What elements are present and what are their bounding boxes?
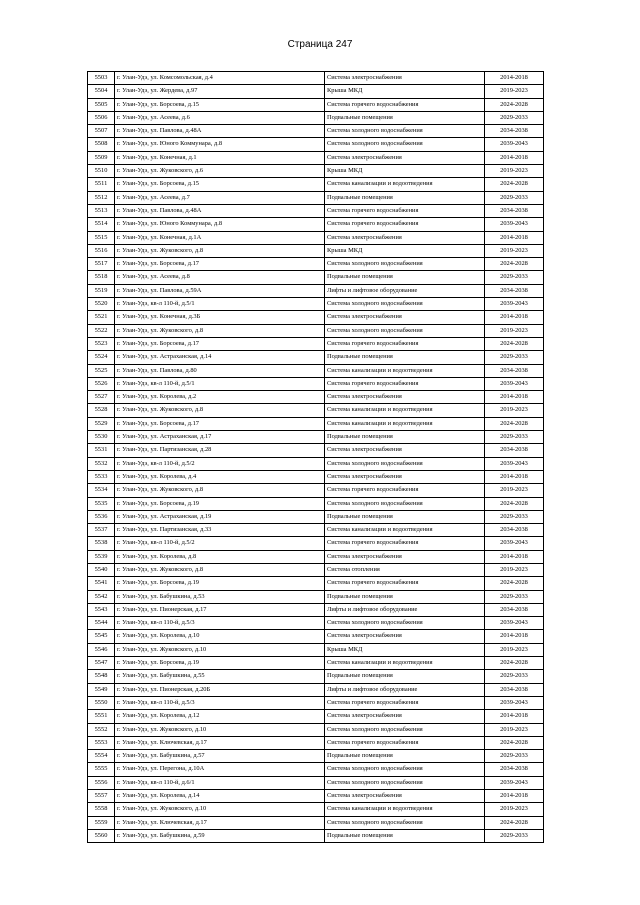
- table-row: [88, 218, 544, 231]
- period-cell: 2039-2043: [485, 377, 544, 390]
- row-number-cell: 5523: [88, 337, 115, 350]
- address-cell: г. Улан-Удэ, ул. Партизанская, д.33: [115, 524, 325, 537]
- system-cell: Система холодного водоснабжения: [325, 125, 485, 138]
- row-number-cell: 5519: [88, 284, 115, 297]
- address-cell: г. Улан-Удэ, ул. Жуковского, д.6: [115, 165, 325, 178]
- row-number-cell: 5551: [88, 710, 115, 723]
- address-cell: г. Улан-Удэ, кв-л 110-й, д.5/1: [115, 377, 325, 390]
- system-cell: Подвальные помещения: [325, 271, 485, 284]
- address-cell: г. Улан-Удэ, ул. Комсомольская, д.4: [115, 72, 325, 85]
- system-cell: Система канализации и водоотведения: [325, 657, 485, 670]
- period-cell: 2019-2023: [485, 643, 544, 656]
- table-row: [88, 298, 544, 311]
- address-cell: г. Улан-Удэ, ул. Бабушкина, д.59: [115, 829, 325, 842]
- row-number-cell: 5505: [88, 98, 115, 111]
- table-row: [88, 590, 544, 603]
- system-cell: Система горячего водоснабжения: [325, 736, 485, 749]
- address-cell: г. Улан-Удэ, ул. Бабушкина, д.55: [115, 670, 325, 683]
- row-number-cell: 5503: [88, 72, 115, 85]
- address-cell: г. Улан-Удэ, кв-л 110-й, д.5/2: [115, 537, 325, 550]
- period-cell: 2029-2033: [485, 750, 544, 763]
- period-cell: 2019-2023: [485, 85, 544, 98]
- system-cell: Система холодного водоснабжения: [325, 816, 485, 829]
- system-cell: Подвальные помещения: [325, 191, 485, 204]
- table-body: [88, 72, 544, 843]
- table-row: [88, 710, 544, 723]
- system-cell: Система канализации и водоотведения: [325, 417, 485, 430]
- address-cell: г. Улан-Удэ, ул. Астраханская, д.14: [115, 351, 325, 364]
- table-row: [88, 391, 544, 404]
- row-number-cell: 5548: [88, 670, 115, 683]
- address-cell: г. Улан-Удэ, ул. Перегона, д.10А: [115, 763, 325, 776]
- system-cell: Система электроснабжения: [325, 72, 485, 85]
- period-cell: 2039-2043: [485, 776, 544, 789]
- repair-schedule-table: [87, 71, 544, 843]
- period-cell: 2034-2038: [485, 204, 544, 217]
- system-cell: Система электроснабжения: [325, 391, 485, 404]
- system-cell: Система холодного водоснабжения: [325, 617, 485, 630]
- period-cell: 2019-2023: [485, 803, 544, 816]
- system-cell: Система холодного водоснабжения: [325, 324, 485, 337]
- period-cell: 2029-2033: [485, 590, 544, 603]
- system-cell: Система горячего водоснабжения: [325, 204, 485, 217]
- address-cell: г. Улан-Удэ, ул. Конечная, д.3Б: [115, 311, 325, 324]
- address-cell: г. Улан-Удэ, ул. Королева, д.14: [115, 790, 325, 803]
- row-number-cell: 5513: [88, 204, 115, 217]
- period-cell: 2034-2038: [485, 524, 544, 537]
- system-cell: Система холодного водоснабжения: [325, 763, 485, 776]
- system-cell: Система электроснабжения: [325, 444, 485, 457]
- table-row: [88, 324, 544, 337]
- table-row: [88, 563, 544, 576]
- table-row: [88, 444, 544, 457]
- address-cell: г. Улан-Удэ, ул. Конечная, д.1А: [115, 231, 325, 244]
- period-cell: 2039-2043: [485, 696, 544, 709]
- table-row: [88, 377, 544, 390]
- period-cell: 2034-2038: [485, 125, 544, 138]
- period-cell: 2034-2038: [485, 364, 544, 377]
- row-number-cell: 5539: [88, 550, 115, 563]
- table-row: [88, 244, 544, 257]
- system-cell: Система горячего водоснабжения: [325, 98, 485, 111]
- address-cell: г. Улан-Удэ, ул. Павлова, д.48А: [115, 204, 325, 217]
- row-number-cell: 5517: [88, 258, 115, 271]
- system-cell: Система холодного водоснабжения: [325, 258, 485, 271]
- system-cell: Система горячего водоснабжения: [325, 377, 485, 390]
- table-row: [88, 72, 544, 85]
- address-cell: г. Улан-Удэ, ул. Пионерская, д.17: [115, 603, 325, 616]
- table-row: [88, 111, 544, 124]
- address-cell: г. Улан-Удэ, ул. Жуковского, д.8: [115, 563, 325, 576]
- row-number-cell: 5531: [88, 444, 115, 457]
- system-cell: Система горячего водоснабжения: [325, 577, 485, 590]
- system-cell: Система канализации и водоотведения: [325, 404, 485, 417]
- period-cell: 2014-2018: [485, 151, 544, 164]
- address-cell: г. Улан-Удэ, ул. Борсоева, д.17: [115, 337, 325, 350]
- system-cell: Система холодного водоснабжения: [325, 138, 485, 151]
- period-cell: 2024-2028: [485, 337, 544, 350]
- row-number-cell: 5552: [88, 723, 115, 736]
- period-cell: 2034-2038: [485, 603, 544, 616]
- row-number-cell: 5545: [88, 630, 115, 643]
- system-cell: Подвальные помещения: [325, 829, 485, 842]
- address-cell: г. Улан-Удэ, кв-л 110-й, д.5/2: [115, 457, 325, 470]
- table-row: [88, 510, 544, 523]
- table-row: [88, 550, 544, 563]
- row-number-cell: 5557: [88, 790, 115, 803]
- system-cell: Система канализации и водоотведения: [325, 178, 485, 191]
- table-row: [88, 643, 544, 656]
- row-number-cell: 5506: [88, 111, 115, 124]
- row-number-cell: 5532: [88, 457, 115, 470]
- period-cell: 2024-2028: [485, 98, 544, 111]
- period-cell: 2019-2023: [485, 563, 544, 576]
- row-number-cell: 5553: [88, 736, 115, 749]
- row-number-cell: 5524: [88, 351, 115, 364]
- address-cell: г. Улан-Удэ, ул. Жуковского, д.8: [115, 484, 325, 497]
- table-row: [88, 431, 544, 444]
- table-row: [88, 284, 544, 297]
- address-cell: г. Улан-Удэ, ул. Борсоева, д.17: [115, 417, 325, 430]
- period-cell: 2039-2043: [485, 298, 544, 311]
- period-cell: 2034-2038: [485, 683, 544, 696]
- system-cell: Система отопления: [325, 563, 485, 576]
- table-row: [88, 204, 544, 217]
- system-cell: Подвальные помещения: [325, 590, 485, 603]
- address-cell: г. Улан-Удэ, кв-л 110-й, д.5/1: [115, 298, 325, 311]
- row-number-cell: 5525: [88, 364, 115, 377]
- table-row: [88, 524, 544, 537]
- address-cell: г. Улан-Удэ, ул. Борсоева, д.15: [115, 98, 325, 111]
- row-number-cell: 5540: [88, 563, 115, 576]
- period-cell: 2024-2028: [485, 497, 544, 510]
- row-number-cell: 5535: [88, 497, 115, 510]
- system-cell: Система горячего водоснабжения: [325, 537, 485, 550]
- table-row: [88, 191, 544, 204]
- table-row: [88, 537, 544, 550]
- address-cell: г. Улан-Удэ, кв-л 110-й, д.5/3: [115, 617, 325, 630]
- row-number-cell: 5521: [88, 311, 115, 324]
- row-number-cell: 5558: [88, 803, 115, 816]
- address-cell: г. Улан-Удэ, ул. Жердева, д.97: [115, 85, 325, 98]
- period-cell: 2029-2033: [485, 431, 544, 444]
- period-cell: 2024-2028: [485, 736, 544, 749]
- address-cell: г. Улан-Удэ, ул. Астраханская, д.19: [115, 510, 325, 523]
- row-number-cell: 5537: [88, 524, 115, 537]
- table-row: [88, 351, 544, 364]
- system-cell: Система холодного водоснабжения: [325, 776, 485, 789]
- address-cell: г. Улан-Удэ, ул. Борсоева, д.19: [115, 577, 325, 590]
- table-row: [88, 829, 544, 842]
- system-cell: Крыша МКД: [325, 85, 485, 98]
- table-row: [88, 696, 544, 709]
- table-row: [88, 337, 544, 350]
- table-row: [88, 165, 544, 178]
- address-cell: г. Улан-Удэ, ул. Жуковского, д.10: [115, 723, 325, 736]
- period-cell: 2014-2018: [485, 550, 544, 563]
- row-number-cell: 5522: [88, 324, 115, 337]
- address-cell: г. Улан-Удэ, ул. Борсоева, д.19: [115, 497, 325, 510]
- period-cell: 2029-2033: [485, 351, 544, 364]
- table-row: [88, 816, 544, 829]
- table-row: [88, 85, 544, 98]
- system-cell: Система горячего водоснабжения: [325, 484, 485, 497]
- row-number-cell: 5546: [88, 643, 115, 656]
- system-cell: Система канализации и водоотведения: [325, 803, 485, 816]
- system-cell: Система электроснабжения: [325, 550, 485, 563]
- row-number-cell: 5509: [88, 151, 115, 164]
- system-cell: Система холодного водоснабжения: [325, 457, 485, 470]
- period-cell: 2019-2023: [485, 404, 544, 417]
- system-cell: Система канализации и водоотведения: [325, 364, 485, 377]
- address-cell: г. Улан-Удэ, ул. Бабушкина, д.57: [115, 750, 325, 763]
- period-cell: 2024-2028: [485, 258, 544, 271]
- period-cell: 2019-2023: [485, 324, 544, 337]
- table-row: [88, 178, 544, 191]
- address-cell: г. Улан-Удэ, ул. Павлова, д.80: [115, 364, 325, 377]
- table-row: [88, 311, 544, 324]
- table-row: [88, 763, 544, 776]
- table-row: [88, 790, 544, 803]
- address-cell: г. Улан-Удэ, ул. Жуковского, д.8: [115, 404, 325, 417]
- system-cell: Система холодного водоснабжения: [325, 298, 485, 311]
- table-row: [88, 470, 544, 483]
- address-cell: г. Улан-Удэ, ул. Борсоева, д.17: [115, 258, 325, 271]
- table-row: [88, 803, 544, 816]
- row-number-cell: 5512: [88, 191, 115, 204]
- row-number-cell: 5547: [88, 657, 115, 670]
- period-cell: 2014-2018: [485, 391, 544, 404]
- row-number-cell: 5515: [88, 231, 115, 244]
- row-number-cell: 5510: [88, 165, 115, 178]
- system-cell: Система горячего водоснабжения: [325, 696, 485, 709]
- period-cell: 2014-2018: [485, 231, 544, 244]
- period-cell: 2019-2023: [485, 244, 544, 257]
- period-cell: 2029-2033: [485, 829, 544, 842]
- system-cell: Подвальные помещения: [325, 431, 485, 444]
- address-cell: г. Улан-Удэ, ул. Асеева, д.6: [115, 111, 325, 124]
- row-number-cell: 5538: [88, 537, 115, 550]
- table-row: [88, 457, 544, 470]
- system-cell: Лифты и лифтовое оборудование: [325, 603, 485, 616]
- address-cell: г. Улан-Удэ, ул. Партизанская, д.28: [115, 444, 325, 457]
- period-cell: 2034-2038: [485, 763, 544, 776]
- address-cell: г. Улан-Удэ, ул. Жуковского, д.10: [115, 803, 325, 816]
- row-number-cell: 5518: [88, 271, 115, 284]
- system-cell: Система холодного водоснабжения: [325, 497, 485, 510]
- row-number-cell: 5554: [88, 750, 115, 763]
- period-cell: 2024-2028: [485, 657, 544, 670]
- period-cell: 2014-2018: [485, 630, 544, 643]
- row-number-cell: 5529: [88, 417, 115, 430]
- row-number-cell: 5507: [88, 125, 115, 138]
- table-row: [88, 138, 544, 151]
- row-number-cell: 5559: [88, 816, 115, 829]
- table-row: [88, 417, 544, 430]
- table-row: [88, 750, 544, 763]
- table-row: [88, 271, 544, 284]
- system-cell: Подвальные помещения: [325, 670, 485, 683]
- period-cell: 2019-2023: [485, 723, 544, 736]
- table-row: [88, 670, 544, 683]
- system-cell: Подвальные помещения: [325, 510, 485, 523]
- system-cell: Крыша МКД: [325, 643, 485, 656]
- system-cell: Крыша МКД: [325, 244, 485, 257]
- period-cell: 2029-2033: [485, 510, 544, 523]
- system-cell: Система электроснабжения: [325, 630, 485, 643]
- address-cell: г. Улан-Удэ, ул. Ключевская, д.17: [115, 736, 325, 749]
- system-cell: Система канализации и водоотведения: [325, 524, 485, 537]
- row-number-cell: 5560: [88, 829, 115, 842]
- system-cell: Подвальные помещения: [325, 111, 485, 124]
- address-cell: г. Улан-Удэ, ул. Юного Коммунара, д.8: [115, 218, 325, 231]
- system-cell: Подвальные помещения: [325, 351, 485, 364]
- table-row: [88, 404, 544, 417]
- system-cell: Лифты и лифтовое оборудование: [325, 683, 485, 696]
- period-cell: 2039-2043: [485, 617, 544, 630]
- period-cell: 2029-2033: [485, 670, 544, 683]
- table-row: [88, 577, 544, 590]
- row-number-cell: 5556: [88, 776, 115, 789]
- period-cell: 2019-2023: [485, 484, 544, 497]
- period-cell: 2029-2033: [485, 191, 544, 204]
- address-cell: г. Улан-Удэ, ул. Конечная, д.1: [115, 151, 325, 164]
- row-number-cell: 5526: [88, 377, 115, 390]
- address-cell: г. Улан-Удэ, ул. Юного Коммунара, д.8: [115, 138, 325, 151]
- address-cell: г. Улан-Удэ, ул. Борсоева, д.15: [115, 178, 325, 191]
- row-number-cell: 5533: [88, 470, 115, 483]
- period-cell: 2029-2033: [485, 271, 544, 284]
- table-row: [88, 723, 544, 736]
- period-cell: 2024-2028: [485, 577, 544, 590]
- period-cell: 2014-2018: [485, 710, 544, 723]
- system-cell: Крыша МКД: [325, 165, 485, 178]
- table-row: [88, 776, 544, 789]
- period-cell: 2019-2023: [485, 165, 544, 178]
- period-cell: 2014-2018: [485, 470, 544, 483]
- period-cell: 2029-2033: [485, 111, 544, 124]
- row-number-cell: 5536: [88, 510, 115, 523]
- address-cell: г. Улан-Удэ, ул. Бабушкина, д.53: [115, 590, 325, 603]
- period-cell: 2034-2038: [485, 444, 544, 457]
- row-number-cell: 5527: [88, 391, 115, 404]
- table-row: [88, 258, 544, 271]
- table-row: [88, 364, 544, 377]
- period-cell: 2014-2018: [485, 790, 544, 803]
- period-cell: 2024-2028: [485, 417, 544, 430]
- row-number-cell: 5511: [88, 178, 115, 191]
- row-number-cell: 5549: [88, 683, 115, 696]
- row-number-cell: 5504: [88, 85, 115, 98]
- table-row: [88, 603, 544, 616]
- address-cell: г. Улан-Удэ, ул. Жуковского, д.8: [115, 324, 325, 337]
- row-number-cell: 5516: [88, 244, 115, 257]
- address-cell: г. Улан-Удэ, ул. Ключевская, д.17: [115, 816, 325, 829]
- address-cell: г. Улан-Удэ, кв-л 110-й, д.6/1: [115, 776, 325, 789]
- table-row: [88, 630, 544, 643]
- table-row: [88, 736, 544, 749]
- table-row: [88, 617, 544, 630]
- system-cell: Система электроснабжения: [325, 790, 485, 803]
- row-number-cell: 5541: [88, 577, 115, 590]
- address-cell: г. Улан-Удэ, ул. Королева, д.2: [115, 391, 325, 404]
- address-cell: г. Улан-Удэ, ул. Борсоева, д.19: [115, 657, 325, 670]
- period-cell: 2014-2018: [485, 311, 544, 324]
- row-number-cell: 5520: [88, 298, 115, 311]
- address-cell: г. Улан-Удэ, ул. Асеева, д.7: [115, 191, 325, 204]
- period-cell: 2039-2043: [485, 138, 544, 151]
- system-cell: Система электроснабжения: [325, 231, 485, 244]
- address-cell: г. Улан-Удэ, ул. Королева, д.12: [115, 710, 325, 723]
- system-cell: Система электроснабжения: [325, 470, 485, 483]
- row-number-cell: 5530: [88, 431, 115, 444]
- address-cell: г. Улан-Удэ, ул. Королева, д.8: [115, 550, 325, 563]
- row-number-cell: 5550: [88, 696, 115, 709]
- address-cell: г. Улан-Удэ, ул. Асеева, д.8: [115, 271, 325, 284]
- address-cell: г. Улан-Удэ, ул. Павлова, д.48А: [115, 125, 325, 138]
- period-cell: 2039-2043: [485, 537, 544, 550]
- system-cell: Лифты и лифтовое оборудование: [325, 284, 485, 297]
- system-cell: Подвальные помещения: [325, 750, 485, 763]
- row-number-cell: 5534: [88, 484, 115, 497]
- address-cell: г. Улан-Удэ, ул. Жуковского, д.8: [115, 244, 325, 257]
- system-cell: Система горячего водоснабжения: [325, 218, 485, 231]
- period-cell: 2034-2038: [485, 284, 544, 297]
- row-number-cell: 5508: [88, 138, 115, 151]
- period-cell: 2024-2028: [485, 816, 544, 829]
- period-cell: 2014-2018: [485, 72, 544, 85]
- row-number-cell: 5542: [88, 590, 115, 603]
- table-row: [88, 231, 544, 244]
- period-cell: 2039-2043: [485, 218, 544, 231]
- address-cell: г. Улан-Удэ, ул. Павлова, д.59А: [115, 284, 325, 297]
- period-cell: 2024-2028: [485, 178, 544, 191]
- address-cell: г. Улан-Удэ, ул. Пионерская, д.20Б: [115, 683, 325, 696]
- address-cell: г. Улан-Удэ, ул. Астраханская, д.17: [115, 431, 325, 444]
- table-row: [88, 497, 544, 510]
- system-cell: Система электроснабжения: [325, 311, 485, 324]
- table-row: [88, 657, 544, 670]
- table-row: [88, 683, 544, 696]
- address-cell: г. Улан-Удэ, ул. Королева, д.4: [115, 470, 325, 483]
- system-cell: Система электроснабжения: [325, 151, 485, 164]
- system-cell: Система горячего водоснабжения: [325, 337, 485, 350]
- system-cell: Система электроснабжения: [325, 710, 485, 723]
- period-cell: 2039-2043: [485, 457, 544, 470]
- table-row: [88, 98, 544, 111]
- address-cell: г. Улан-Удэ, ул. Жуковского, д.10: [115, 643, 325, 656]
- page-title: Страница 247: [287, 39, 353, 50]
- row-number-cell: 5555: [88, 763, 115, 776]
- row-number-cell: 5528: [88, 404, 115, 417]
- table-row: [88, 151, 544, 164]
- table-row: [88, 125, 544, 138]
- system-cell: Система холодного водоснабжения: [325, 723, 485, 736]
- row-number-cell: 5544: [88, 617, 115, 630]
- row-number-cell: 5543: [88, 603, 115, 616]
- row-number-cell: 5514: [88, 218, 115, 231]
- address-cell: г. Улан-Удэ, кв-л 110-й, д.5/3: [115, 696, 325, 709]
- address-cell: г. Улан-Удэ, ул. Королева, д.10: [115, 630, 325, 643]
- table-row: [88, 484, 544, 497]
